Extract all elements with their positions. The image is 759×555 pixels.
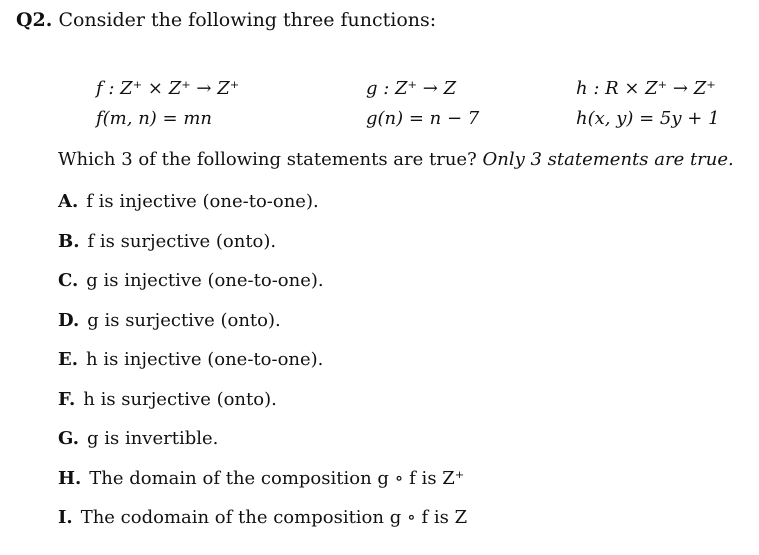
answer-options: [58, 190, 467, 546]
prompt-emphasis: Only 3 statements are true.: [482, 149, 734, 170]
function-f-rule: f(m, n) = mn: [96, 108, 212, 129]
prompt-text: Which 3 of the following statements are true?: [58, 149, 477, 170]
option-a[interactable]: [58, 190, 467, 230]
option-letter: H.: [58, 467, 82, 489]
option-i[interactable]: [58, 506, 467, 546]
function-g-definition: [366, 74, 479, 134]
option-text: f is injective (one-to-one).: [86, 191, 319, 212]
option-g[interactable]: [58, 427, 467, 467]
option-letter: E.: [58, 349, 78, 370]
option-letter: C.: [58, 270, 79, 291]
option-letter: A.: [58, 191, 79, 212]
option-e[interactable]: [58, 348, 467, 388]
option-letter: G.: [58, 428, 79, 449]
option-f[interactable]: [58, 388, 467, 428]
question-number: Q2.: [16, 9, 53, 31]
option-letter: D.: [58, 309, 80, 331]
function-f-signature: f : Z⁺ × Z⁺ → Z⁺: [96, 78, 240, 99]
option-text: g is surjective (onto).: [87, 309, 281, 331]
option-text: g is injective (one-to-one).: [86, 270, 324, 291]
option-letter: F.: [58, 388, 76, 410]
function-g-signature: g : Z⁺ → Z: [366, 78, 457, 99]
option-c[interactable]: [58, 269, 467, 309]
option-text: The codomain of the composition g ∘ f is Z: [80, 507, 468, 528]
option-d[interactable]: [58, 309, 467, 349]
function-definitions: [0, 74, 759, 134]
question-prompt: [58, 148, 734, 172]
option-text: f is surjective (onto).: [87, 230, 277, 252]
function-h-rule: h(x, y) = 5y + 1: [576, 108, 720, 129]
option-letter: I.: [58, 507, 73, 528]
option-text: g is invertible.: [87, 428, 219, 449]
option-text: The domain of the composition g ∘ f is Z⁺: [89, 467, 465, 489]
question-header: [16, 8, 436, 32]
question-intro: Consider the following three functions:: [58, 9, 437, 31]
function-h-signature: h : R × Z⁺ → Z⁺: [576, 78, 716, 99]
function-g-rule: g(n) = n − 7: [366, 108, 480, 129]
option-b[interactable]: [58, 230, 467, 270]
option-letter: B.: [58, 230, 80, 252]
function-h-definition: [576, 74, 720, 134]
option-h[interactable]: [58, 467, 467, 507]
option-text: h is injective (one-to-one).: [86, 349, 324, 370]
option-text: h is surjective (onto).: [83, 388, 277, 410]
function-f-definition: [96, 74, 239, 134]
